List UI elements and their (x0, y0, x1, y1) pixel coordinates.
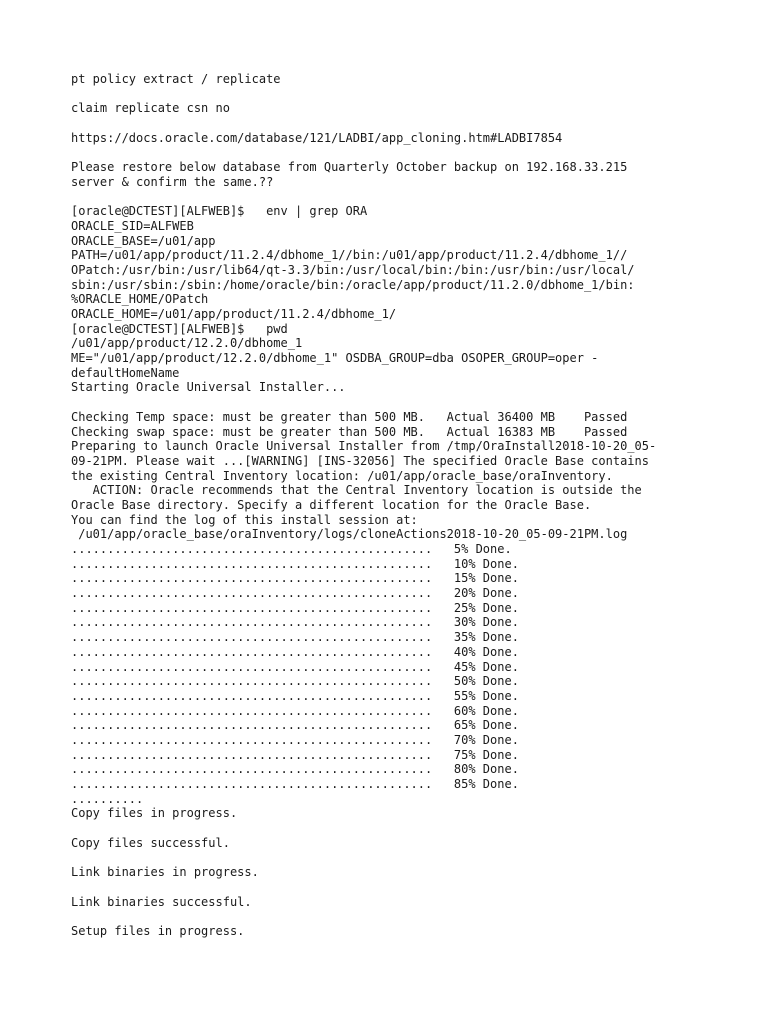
text-line (71, 909, 761, 924)
text-line: Checking swap space: must be greater than 500 MB. Actual 16383 MB Passed (71, 424, 628, 439)
text-line: claim replicate csn no (71, 101, 230, 116)
text-line: defaultHomeName (71, 365, 180, 380)
text-line: the existing Central Inventory location: /u01/app/oracle_base/oraInventory. (71, 468, 613, 483)
progress-line: .................................................. 55% Done. (71, 688, 519, 703)
text-line: ACTION: Oracle recommends that the Central Inventory location is outside the (71, 483, 642, 498)
progress-line: .................................................. 25% Done. (71, 600, 519, 615)
text-line: Preparing to launch Oracle Universal Installer from /tmp/OraInstall2018-10-20_05- (71, 439, 657, 454)
text-line: Please restore below database from Quarterly October backup on 192.168.33.215 (71, 160, 628, 175)
url-line: https://docs.oracle.com/database/121/LADBI/app_cloning.htm#LADBI7854 (71, 130, 563, 145)
progress-line: .................................................. 50% Done. (71, 674, 519, 689)
text-line (71, 145, 761, 160)
text-line: Checking Temp space: must be greater than 500 MB. Actual 36400 MB Passed (71, 409, 628, 424)
progress-line: .................................................. 10% Done. (71, 556, 519, 571)
text-line: %ORACLE_HOME/OPatch (71, 292, 209, 307)
progress-line: .................................................. 30% Done. (71, 615, 519, 630)
document-body (71, 72, 761, 939)
shell-command-line: [oracle@DCTEST][ALFWEB]$ pwd (71, 321, 288, 336)
progress-line: .................................................. 65% Done. (71, 718, 519, 733)
text-line (71, 116, 761, 131)
text-line: sbin:/usr/sbin:/sbin:/home/oracle/bin:/oracle/app/product/11.2.0/dbhome_1/bin: (71, 277, 635, 292)
text-line (71, 880, 761, 895)
progress-line: .................................................. 35% Done. (71, 630, 519, 645)
text-line: Copy files successful. (71, 835, 230, 850)
shell-command-line: [oracle@DCTEST][ALFWEB]$ env | grep ORA (71, 204, 368, 219)
text-line: ORACLE_HOME=/u01/app/product/11.2.4/dbhome_1/ (71, 307, 397, 321)
progress-line: .......... (71, 791, 144, 806)
progress-line: .................................................. 5% Done. (71, 542, 512, 556)
text-line: server & confirm the same.?? (71, 174, 274, 189)
text-line: Link binaries successful. (71, 894, 252, 909)
progress-line: .................................................. 85% Done. (71, 777, 519, 791)
progress-line: .................................................. 60% Done. (71, 703, 519, 718)
text-line (71, 395, 761, 410)
text-line: OPatch:/usr/bin:/usr/lib64/qt-3.3/bin:/usr/local/bin:/bin:/usr/bin:/usr/local/ (71, 262, 635, 277)
text-line: Setup files in progress. (71, 923, 245, 938)
text-line: You can find the log of this install session at: (71, 512, 418, 527)
text-line: Starting Oracle Universal Installer... (71, 380, 346, 395)
text-line: Copy files in progress. (71, 806, 238, 821)
progress-line: .................................................. 15% Done. (71, 571, 519, 586)
text-line: PATH=/u01/app/product/11.2.4/dbhome_1//bin:/u01/app/product/11.2.4/dbhome_1// (71, 248, 628, 263)
text-line: /u01/app/oracle_base/oraInventory/logs/cloneActions2018-10-20_05-09-21PM.log (71, 527, 628, 542)
progress-line: .................................................. 70% Done. (71, 732, 519, 747)
progress-line: .................................................. 20% Done. (71, 586, 519, 601)
text-line: ORACLE_BASE=/u01/app (71, 233, 216, 248)
text-line (71, 850, 761, 865)
text-line: Link binaries in progress. (71, 865, 259, 880)
progress-line: .................................................. 40% Done. (71, 644, 519, 659)
progress-line: .................................................. 45% Done. (71, 659, 519, 674)
text-line: ME="/u01/app/product/12.2.0/dbhome_1" OSDBA_GROUP=dba OSOPER_GROUP=oper - (71, 351, 599, 366)
progress-line: .................................................. 75% Done. (71, 747, 519, 762)
text-line: ORACLE_SID=ALFWEB (71, 218, 194, 233)
text-line (71, 821, 761, 836)
text-line: Oracle Base directory. Specify a different location for the Oracle Base. (71, 497, 592, 512)
progress-line: .................................................. 80% Done. (71, 762, 519, 777)
text-line (71, 87, 761, 102)
text-line: pt policy extract / replicate (71, 72, 281, 86)
text-line (71, 190, 761, 205)
text-line: 09-21PM. Please wait ...[WARNING] [INS-32056] The specified Oracle Base contains (71, 453, 649, 468)
text-line: /u01/app/product/12.2.0/dbhome_1 (71, 336, 303, 351)
